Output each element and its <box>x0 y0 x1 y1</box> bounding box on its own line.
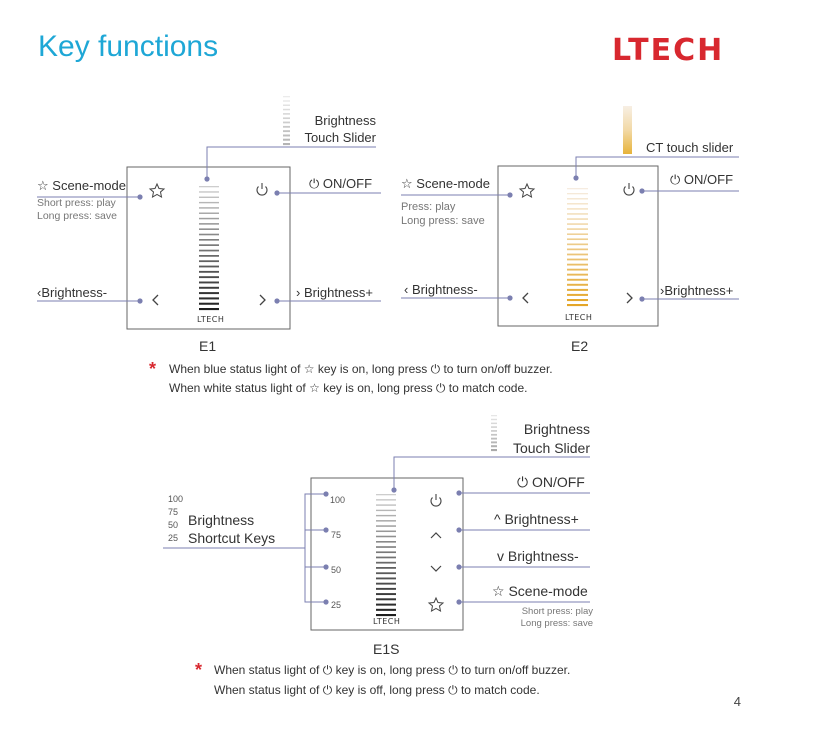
slider-bar <box>376 520 396 521</box>
slider-bar <box>567 299 588 301</box>
slider-bar <box>199 197 219 198</box>
note1-line2-c: to match code. <box>448 381 528 395</box>
e2-scene-long: Long press: save <box>401 215 485 227</box>
note2-line1-c: to turn on/off buzzer. <box>461 663 571 677</box>
e2-bminus-label <box>404 282 478 297</box>
e1-onoff-text: ON/OFF <box>322 176 373 191</box>
slider-bar <box>376 515 396 516</box>
note2-line1-a: When status light of <box>214 663 320 677</box>
slider-bar <box>567 223 588 225</box>
slider-bar <box>567 249 588 251</box>
note1-power-icon: ⏻ <box>430 362 441 376</box>
e1s-slider-label-line2: Touch Slider <box>512 440 590 456</box>
e1s-bplus-chevron-up-icon: ^ <box>494 511 501 527</box>
slider-bar <box>199 218 219 220</box>
e1-bplus-label <box>296 285 373 300</box>
slider-bar <box>199 287 219 289</box>
slider-bar <box>376 557 396 559</box>
e2-bplus-chevron-icon: › <box>660 283 665 298</box>
e1s-scene-label <box>492 583 588 600</box>
e1s-scene-long: Long press: save <box>520 618 593 629</box>
slider-bar <box>199 292 219 294</box>
note2-line1-b: key is on, long press <box>335 663 445 677</box>
slider-bar <box>199 297 219 299</box>
e1s-onoff-text: ON/OFF <box>531 474 585 490</box>
slider-bar <box>199 255 219 257</box>
slider-bar <box>283 105 290 106</box>
e2-name: E2 <box>571 338 589 354</box>
slider-bar <box>567 244 588 246</box>
slider-bar <box>199 228 219 230</box>
slider-bar <box>567 264 588 266</box>
note2-line2-a: When status light of <box>214 683 320 697</box>
slider-bar <box>376 583 396 585</box>
slider-bar <box>376 525 396 527</box>
slider-bar <box>376 598 396 600</box>
slider-bar <box>283 109 290 111</box>
e1s-key-50: 50 <box>331 565 342 575</box>
slider-bar <box>376 504 396 505</box>
e1s-key-75: 75 <box>331 530 342 540</box>
slider-bar <box>199 191 219 192</box>
note1-star-icon: ☆ <box>303 362 315 376</box>
e2-bplus-label <box>660 283 733 298</box>
note2-line2 <box>214 681 540 700</box>
slider-bar <box>567 289 588 291</box>
e2-slider-label: CT touch slider <box>646 140 734 155</box>
slider-bar <box>376 614 396 616</box>
e1-scene-star-icon: ☆ <box>37 178 49 193</box>
e2-onoff-power-icon: ⏻ <box>670 172 681 187</box>
e1-scene-text: Scene-mode <box>52 178 126 193</box>
slider-bar <box>376 499 396 500</box>
e2-onoff-label <box>670 172 733 188</box>
note1-line1-c: to turn on/off buzzer. <box>443 362 553 376</box>
slider-bar <box>283 100 290 101</box>
slider-bar <box>567 213 588 214</box>
slider-bar <box>567 198 588 199</box>
brand-logo: LTECH <box>612 33 725 68</box>
slider-bar <box>283 96 290 97</box>
slider-bar <box>376 588 396 590</box>
slider-bar <box>567 228 588 230</box>
slider-bar <box>567 269 588 271</box>
e1-name: E1 <box>199 338 217 354</box>
slider-bar <box>376 536 396 538</box>
note2-line2-b: key is off, long press <box>335 683 445 697</box>
slider-bar <box>567 188 588 189</box>
slider-bar <box>199 282 219 284</box>
e1s-shortcut-label <box>188 511 275 547</box>
note2-line2-c: to match code. <box>460 683 540 697</box>
slider-bar <box>567 193 588 194</box>
e2-scene-label <box>401 176 490 192</box>
slider-bar <box>567 259 588 261</box>
slider-bar <box>199 260 219 262</box>
e2-slider-preview <box>623 106 632 154</box>
slider-bar <box>376 609 396 611</box>
e1s-scene-text: Scene-mode <box>508 583 588 599</box>
e1-bplus-text: Brightness+ <box>303 285 373 300</box>
e1s-slider-label <box>480 420 590 458</box>
slider-bar <box>376 562 396 564</box>
slider-bar <box>199 266 219 268</box>
slider-bar <box>199 207 219 208</box>
slider-bar <box>376 593 396 595</box>
e2-scene-text: Scene-mode <box>416 176 490 191</box>
e1-slider-label-line1: Brightness <box>314 113 376 128</box>
slider-bar <box>376 578 396 580</box>
e1s-slider-label-line1: Brightness <box>523 421 590 437</box>
slider-bar <box>567 238 588 240</box>
slider-bar <box>376 567 396 569</box>
note1-asterisk: * <box>149 359 157 379</box>
slider-bar <box>567 294 588 296</box>
note1-line2 <box>169 379 527 398</box>
e1-scene-short: Short press: play <box>37 197 116 209</box>
slider-bar <box>491 415 497 416</box>
slider-bar <box>376 494 396 495</box>
note2-power-icon: ⏻ <box>322 663 333 677</box>
e1s-key-25: 25 <box>331 600 342 610</box>
e2-scene-star-icon: ☆ <box>401 176 413 191</box>
slider-bar <box>199 223 219 225</box>
note2-line1 <box>214 661 570 680</box>
e1-slider-label-line2: Touch Slider <box>304 130 376 145</box>
slider-bar <box>199 239 219 241</box>
slider-bar <box>199 244 219 246</box>
slider-bar <box>199 250 219 252</box>
page-number: 4 <box>733 694 741 709</box>
note1-line1-b: key is on, long press <box>317 362 428 376</box>
slider-bar <box>567 203 588 204</box>
e1s-bminus-chevron-down-icon: v <box>497 548 504 564</box>
e1-bminus-chevron-icon: ‹ <box>37 285 42 300</box>
e1s-scale-25: 25 <box>168 533 179 543</box>
slider-bar <box>199 186 219 187</box>
e1-bminus-label <box>37 285 107 300</box>
slider-bar <box>199 271 219 273</box>
slider-bar <box>199 202 219 203</box>
slider-bar <box>199 213 219 214</box>
e1s-panel-logo: LTECH <box>373 617 401 626</box>
note1-line2-a: When white status light of <box>169 381 306 395</box>
e1s-bminus-text: Brightness- <box>507 548 579 564</box>
e1s-scale-75: 75 <box>168 507 179 517</box>
e2-onoff-text: ON/OFF <box>683 172 734 187</box>
slider-bar <box>376 572 396 574</box>
note1-line1 <box>169 360 553 379</box>
e1s-shortcut-line1: Brightness <box>188 512 255 528</box>
e1s-key-100: 100 <box>330 495 346 505</box>
e1-scene-label <box>37 178 126 194</box>
slider-bar <box>567 279 588 281</box>
slider-bar <box>376 551 396 553</box>
e1-bminus-text: Brightness- <box>41 285 108 300</box>
e1s-onoff-label <box>517 474 585 491</box>
e1s-shortcut-line2: Shortcut Keys <box>188 530 276 546</box>
e1s-scale-100: 100 <box>168 494 184 504</box>
note1-star-icon-2: ☆ <box>309 381 320 395</box>
e1s-bplus-label <box>494 511 579 527</box>
e2-panel-logo: LTECH <box>565 313 593 322</box>
slider-bar <box>376 510 396 511</box>
slider-bar <box>567 208 588 209</box>
e1-onoff-label <box>309 176 372 192</box>
note2-power-icon-3: ⏻ <box>322 683 333 697</box>
e1s-scene-short: Short press: play <box>521 606 593 617</box>
e1-onoff-power-icon: ⏻ <box>309 176 320 191</box>
e2-bminus-text: Brightness- <box>411 282 478 297</box>
e1-panel-logo: LTECH <box>197 315 225 324</box>
slider-bar <box>567 284 588 286</box>
slider-bar <box>567 254 588 256</box>
note2-asterisk: * <box>195 660 203 680</box>
e1s-name: E1S <box>373 641 400 657</box>
slider-bar <box>376 541 396 543</box>
slider-bar <box>567 233 588 235</box>
e2-bplus-text: Brightness+ <box>664 283 734 298</box>
slider-bar <box>199 276 219 278</box>
e1s-scale-50: 50 <box>168 520 179 530</box>
e1s-onoff-power-icon: ⏻ <box>517 474 529 490</box>
slider-bar <box>199 234 219 236</box>
slider-bar <box>199 308 219 310</box>
note1-line1-a: When blue status light of <box>169 362 301 376</box>
page-title: Key functions <box>38 30 219 63</box>
slider-bar <box>376 546 396 548</box>
note2-power-icon-4: ⏻ <box>448 683 458 697</box>
slider-bar <box>567 274 588 276</box>
note1-line2-b: key is on, long press <box>323 381 433 395</box>
slider-bar <box>567 304 588 306</box>
note1-power-icon-2: ⏻ <box>435 381 446 395</box>
e1-slider-label <box>286 112 376 146</box>
slider-bar <box>199 303 219 305</box>
slider-bar <box>376 604 396 606</box>
note2-power-icon-2: ⏻ <box>448 663 458 677</box>
e1-scene-long: Long press: save <box>37 210 117 222</box>
e1s-bplus-text: Brightness+ <box>504 511 579 527</box>
e2-scene-short: Press: play <box>401 201 456 213</box>
e2-bminus-chevron-icon: ‹ <box>404 282 409 297</box>
slider-bar <box>376 531 396 533</box>
e1s-scene-star-icon: ☆ <box>492 583 505 599</box>
slider-bar <box>567 218 588 220</box>
e1s-bminus-label <box>497 548 579 564</box>
e1-bplus-chevron-icon: › <box>296 285 301 300</box>
